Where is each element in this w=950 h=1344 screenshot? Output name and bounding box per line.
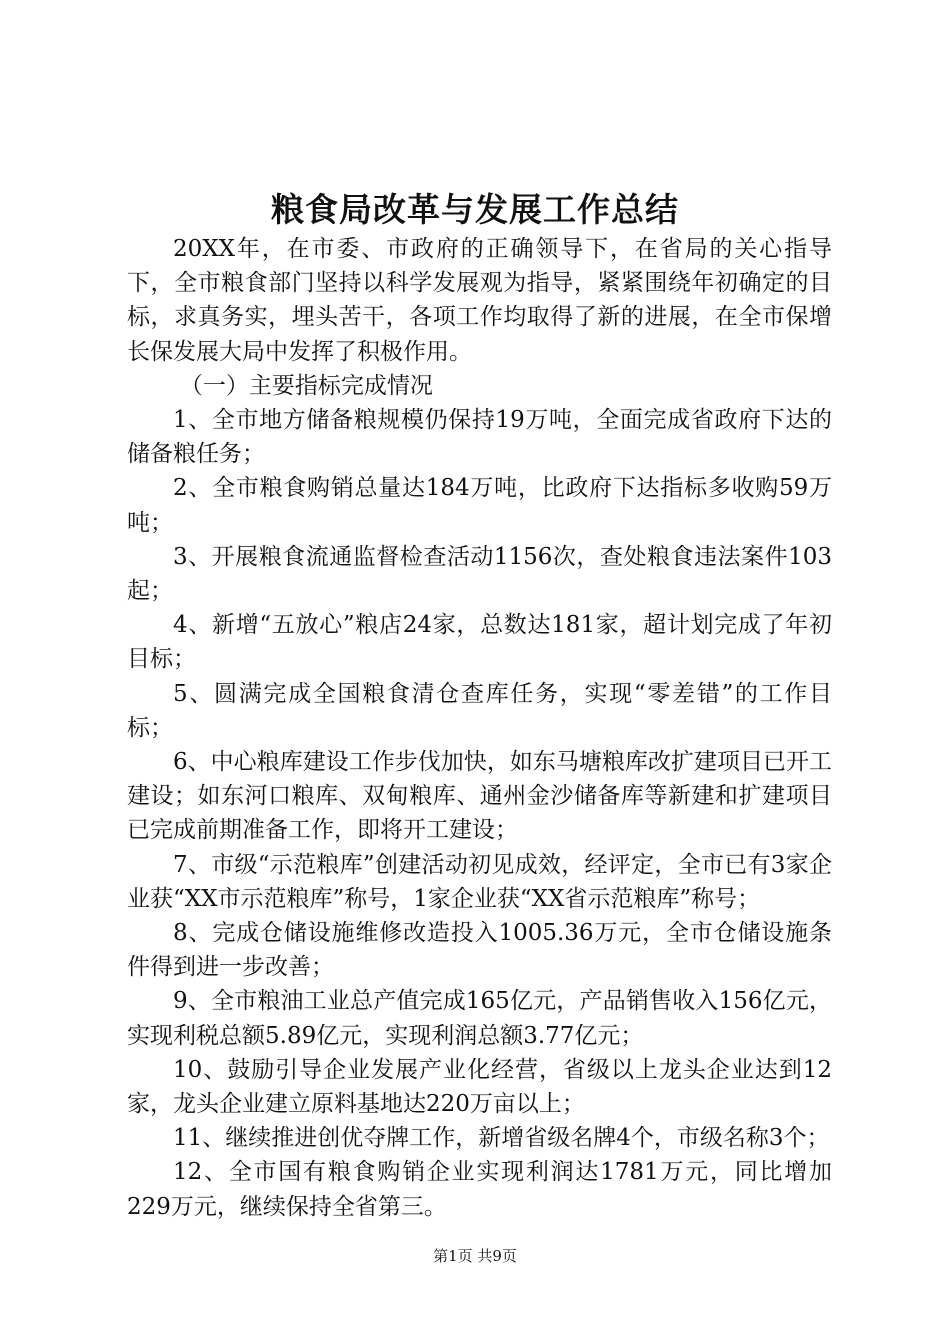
list-item: 6、中心粮库建设工作步伐加快，如东马塘粮库改扩建项目已开工建设；如东河口粮库、双甸粮库、通州金沙储备库等新建和扩建项目已完成前期准备工作，即将开工建设； [127,749,832,844]
list-item: 11、继续推进创优夺牌工作，新增省级名牌4个，市级名称3个； [173,1125,830,1152]
document-title: 粮食局改革与发展工作总结 [271,190,679,229]
list-item: 4、新增“五放心”粮店24家，总数达181家，超计划完成了年初目标； [127,612,832,673]
list-item: 1、全市地方储备粮规模仍保持19万吨，全面完成省政府下达的储备粮任务； [127,407,832,468]
list-item: 8、完成仓储设施维修改造投入1005.36万元，全市仓储设施条件得到进一步改善； [127,920,832,981]
section-heading: （一）主要指标完成情况 [179,372,433,399]
list-item: 9、全市粮油工业总产值完成165亿元，产品销售收入156亿元，实现利税总额5.89亿元，实现利润总额3.77亿元； [127,988,832,1049]
document-body [127,232,832,1224]
list-item: 2、全市粮食购销总量达184万吨，比政府下达指标多收购59万吨； [127,475,832,536]
list-item: 7、市级“示范粮库”创建活动初见成效，经评定，全市已有3家企业获“XX市示范粮库”称号，1家企业获“XX省示范粮库”称号； [127,851,832,912]
list-item: 5、圆满完成全国粮食清仓查库任务，实现“零差错”的工作目标； [127,680,832,741]
list-item: 3、开展粮食流通监督检查活动1156次，查处粮食违法案件103起； [127,543,832,605]
list-item: 10、鼓励引导企业发展产业化经营，省级以上龙头企业达到12家，龙头企业建立原料基地达220万亩以上； [127,1056,832,1118]
list-item: 12、全市国有粮食购销企业实现利润达1781万元，同比增加229万元，继续保持全省第三。 [127,1159,832,1220]
intro-paragraph: 20XX年，在市委、市政府的正确领导下，在省局的关心指导下，全市粮食部门坚持以科学发展观为指导，紧紧围绕年初确定的目标，求真务实，埋头苦干，各项工作均取得了新的进展，在全市保增长保发展大局中发挥了积极作用。 [127,236,832,365]
page-footer: 第1页 共9页 [433,1247,517,1265]
